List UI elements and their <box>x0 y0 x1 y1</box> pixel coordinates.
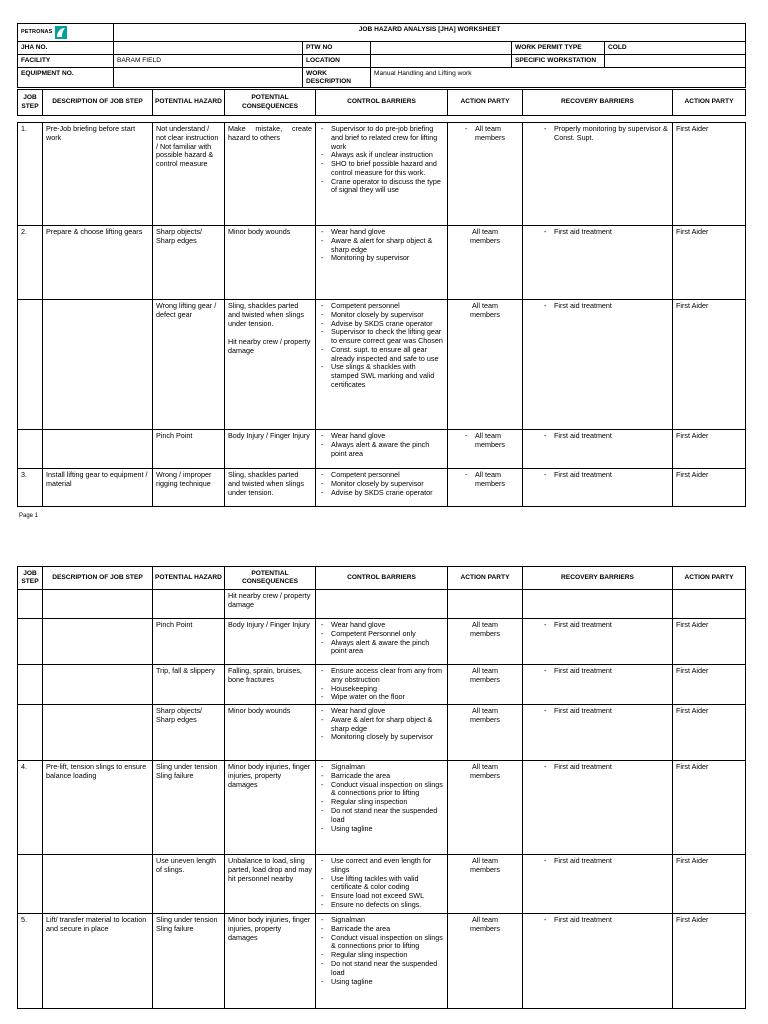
recovery-barriers-cell <box>523 619 673 665</box>
control-barrier-item: - Competent personnel <box>319 302 444 311</box>
recovery-barriers-list <box>526 228 669 237</box>
control-barriers-list <box>319 707 444 742</box>
recovery-barriers-list <box>526 707 669 716</box>
col-job-step: JOB STEP <box>18 567 43 590</box>
cell-text: Minor body injuries, finger injuries, property damages <box>228 762 311 789</box>
cell-text: Minor body injuries, finger injuries, property damages <box>228 915 311 942</box>
control-barriers-list <box>319 471 444 497</box>
recovery-barriers-cell <box>523 705 673 761</box>
recovery-barrier-item: - First aid treatment <box>542 302 669 311</box>
recovery-barriers-list <box>526 621 669 630</box>
cell-text: Wrong lifting gear / defect gear <box>156 301 217 319</box>
logo-cell <box>18 24 114 42</box>
consequence-cell <box>225 855 316 914</box>
job-step-cell <box>18 430 43 469</box>
action-party-cell: All team members <box>448 761 523 855</box>
hazard-cell <box>153 590 225 619</box>
cell-text: Pinch Point <box>156 620 193 629</box>
cell-text: Sling failure <box>156 770 194 780</box>
control-barrier-item: - Const. supt. to ensure all gear already inspected and safe to use <box>319 346 444 364</box>
job-step-cell <box>18 590 43 619</box>
consequence-cell <box>225 430 316 469</box>
col-action-party-2: ACTION PARTY <box>673 90 746 116</box>
control-barrier-item: - Wear hand glove <box>319 432 444 441</box>
control-barrier-item: - Always alert & aware the pinch point area <box>319 639 444 657</box>
action-party-cell: All team members <box>448 226 523 300</box>
job-step-cell: 1. <box>18 123 43 226</box>
recovery-barriers-cell <box>523 761 673 855</box>
facility-value: BARAM FIELD <box>114 55 303 68</box>
control-barriers-list <box>319 432 444 458</box>
recovery-barriers-cell <box>523 665 673 705</box>
jha-table-page-2 <box>17 566 746 1009</box>
control-barriers-cell <box>316 705 448 761</box>
ptw-no-value <box>371 42 512 55</box>
description-cell <box>43 619 153 665</box>
cell-text: Sling, shackles parted and twisted when slings under tension. <box>228 470 304 497</box>
action-party-text: - All team members <box>463 432 519 450</box>
cell-text: Body Injury / Finger Injury <box>228 620 310 629</box>
consequence-cell <box>225 300 316 430</box>
cell-text: Sling, shackles parted and twisted when slings under tension. <box>228 301 304 328</box>
consequence-cell <box>225 123 316 226</box>
recovery-barrier-item: - First aid treatment <box>542 432 669 441</box>
action-party-2-cell: First Aider <box>673 619 746 665</box>
description-cell <box>43 590 153 619</box>
page-number: Page 1 <box>19 513 39 519</box>
recovery-barriers-cell <box>523 123 673 226</box>
job-step-cell <box>18 705 43 761</box>
col-description: DESCRIPTION OF JOB STEP <box>43 90 153 116</box>
cell-text: Sling failure <box>156 923 194 933</box>
hazard-cell <box>153 705 225 761</box>
recovery-barrier-item: - First aid treatment <box>542 667 669 676</box>
action-party-cell <box>448 590 523 619</box>
work-description-value: Manual Handling and Lifting work <box>371 68 746 88</box>
control-barrier-item: - Barricade the area <box>319 772 444 781</box>
col-description: DESCRIPTION OF JOB STEP <box>43 567 153 590</box>
cell-text: Minor body wounds <box>228 706 291 716</box>
action-party-cell: All team members <box>448 855 523 914</box>
recovery-barrier-item: - First aid treatment <box>542 621 669 630</box>
job-step-cell <box>18 619 43 665</box>
control-barriers-list <box>319 667 444 702</box>
action-party-cell: All team members <box>448 619 523 665</box>
table-row <box>18 226 746 300</box>
control-barrier-item: - Advise by SKDS crane operator <box>319 489 444 498</box>
specific-workstation-value <box>605 55 746 68</box>
action-party-2-cell: First Aider <box>673 705 746 761</box>
action-party-cell: All team members <box>448 665 523 705</box>
recovery-barriers-cell <box>523 226 673 300</box>
control-barrier-item: - Use slings & shackles with stamped SWL marking and valid certificates <box>319 363 444 389</box>
description-cell <box>43 705 153 761</box>
action-party-text: - All team members <box>463 125 519 143</box>
recovery-barriers-list <box>526 302 669 311</box>
control-barrier-item: - Supervisor to do pre-job briefing and brief to related crew for lifting work <box>319 125 444 151</box>
hazard-cell <box>153 855 225 914</box>
control-barrier-item: - Competent Personnel only <box>319 630 444 639</box>
control-barrier-item: - Monitor closely by supervisor <box>319 311 444 320</box>
description-cell: Pre-Job briefing before start work <box>43 123 153 226</box>
col-action-party-2: ACTION PARTY <box>673 567 746 590</box>
consequence-cell <box>225 914 316 1009</box>
control-barrier-item: - Housekeeping <box>319 685 444 694</box>
table-row <box>18 665 746 705</box>
col-potential-hazard: POTENTIAL HAZARD <box>153 90 225 116</box>
jha-no-value <box>114 42 303 55</box>
col-potential-consequences: POTENTIAL CONSEQUENCES <box>225 567 316 590</box>
control-barriers-list <box>319 916 444 986</box>
consequence-cell <box>225 619 316 665</box>
job-step-cell <box>18 300 43 430</box>
control-barrier-item: - Regular sling inspection <box>319 798 444 807</box>
description-cell: Install lifting gear to equipment / material <box>43 469 153 507</box>
control-barrier-item: - Aware & alert for sharp object & sharp edge <box>319 237 444 255</box>
action-party-2-cell: First Aider <box>673 914 746 1009</box>
cell-text: Falling, sprain, bruises, bone fractures <box>228 666 302 684</box>
col-action-party: ACTION PARTY <box>448 567 523 590</box>
description-cell: Prepare & choose lifting gears <box>43 226 153 300</box>
table-row <box>18 123 746 226</box>
action-party-cell <box>448 430 523 469</box>
control-barrier-item: - Always alert & aware the pinch point area <box>319 441 444 459</box>
control-barrier-item: - Ensure no defects on slings. <box>319 901 444 910</box>
control-barriers-list <box>319 621 444 656</box>
control-barriers-cell <box>316 761 448 855</box>
cell-text: Make mistake, create hazard to others <box>228 124 312 142</box>
specific-workstation-label: SPECIFIC WORKSTATION <box>512 55 605 68</box>
control-barrier-item: - Aware & alert for sharp object & sharp edge <box>319 716 444 734</box>
work-permit-type-label: WORK PERMIT TYPE <box>512 42 605 55</box>
cell-text: Sharp objects/ Sharp edges <box>156 227 202 245</box>
recovery-barriers-list <box>526 471 669 480</box>
petronas-logo-icon <box>55 26 67 39</box>
control-barrier-item: - Signalman <box>319 763 444 772</box>
col-potential-hazard: POTENTIAL HAZARD <box>153 567 225 590</box>
action-party-cell <box>448 469 523 507</box>
control-barrier-item: - Monitor closely by supervisor <box>319 480 444 489</box>
facility-label: FACILITY <box>18 55 114 68</box>
recovery-barriers-cell <box>523 469 673 507</box>
recovery-barrier-item: - Properly monitoring by supervisor & Const. Supt. <box>542 125 669 143</box>
jha-header-table <box>17 23 746 88</box>
cell-text: Hit nearby crew / property damage <box>228 591 311 609</box>
recovery-barriers-cell <box>523 914 673 1009</box>
job-step-cell: 3. <box>18 469 43 507</box>
description-cell: Pre-lift, tension slings to ensure balance loading <box>43 761 153 855</box>
control-barrier-item: - Use lifting tackles with valid certificate & color coding <box>319 875 444 893</box>
col-recovery-barriers: RECOVERY BARRIERS <box>523 90 673 116</box>
table-row <box>18 619 746 665</box>
control-barrier-item: - Always ask if unclear instruction <box>319 151 444 160</box>
control-barrier-item: - Wear hand glove <box>319 228 444 237</box>
control-barriers-cell <box>316 430 448 469</box>
location-label: LOCATION <box>303 55 371 68</box>
col-control-barriers: CONTROL BARRIERS <box>316 567 448 590</box>
action-party-2-cell: First Aider <box>673 300 746 430</box>
description-cell <box>43 430 153 469</box>
job-step-cell: 5. <box>18 914 43 1009</box>
petronas-logo <box>21 26 110 39</box>
control-barriers-list <box>319 857 444 910</box>
table-row <box>18 855 746 914</box>
control-barrier-item: - Wear hand glove <box>319 707 444 716</box>
control-barrier-item: - Do not stand near the suspended load <box>319 807 444 825</box>
recovery-barriers-cell <box>523 855 673 914</box>
table-row <box>18 469 746 507</box>
recovery-barriers-list <box>526 667 669 676</box>
spacer-row <box>18 116 746 123</box>
hazard-cell <box>153 665 225 705</box>
cell-text: Wrong / improper rigging technique <box>156 470 212 488</box>
action-party-2-cell: First Aider <box>673 226 746 300</box>
action-party-cell: All team members <box>448 705 523 761</box>
hazard-cell <box>153 300 225 430</box>
control-barriers-cell <box>316 226 448 300</box>
consequence-cell <box>225 665 316 705</box>
control-barrier-item: - Do not stand near the suspended load <box>319 960 444 978</box>
description-cell <box>43 300 153 430</box>
action-party-2-cell: First Aider <box>673 430 746 469</box>
hazard-cell <box>153 914 225 1009</box>
recovery-barriers-list <box>526 916 669 925</box>
cell-text: Body Injury / Finger Injury <box>228 431 310 440</box>
hazard-cell <box>153 430 225 469</box>
control-barrier-item: - Regular sling inspection <box>319 951 444 960</box>
recovery-barriers-list <box>526 857 669 866</box>
control-barrier-item: - Conduct visual inspection on slings & connections prior to lifting <box>319 781 444 799</box>
action-party-2-cell <box>673 590 746 619</box>
col-job-step: JOB STEP <box>18 90 43 116</box>
cell-text: Sling under tension <box>156 915 218 925</box>
equipment-no-value <box>114 68 303 88</box>
job-step-cell <box>18 855 43 914</box>
control-barriers-list <box>319 125 444 195</box>
control-barrier-item: - Monitoring closely by supervisor <box>319 733 444 742</box>
consequence-cell <box>225 705 316 761</box>
control-barrier-item: - Using tagline <box>319 825 444 834</box>
action-party-2-cell: First Aider <box>673 123 746 226</box>
location-value <box>371 55 512 68</box>
recovery-barriers-list <box>526 432 669 441</box>
jha-no-label: JHA NO. <box>18 42 114 55</box>
control-barrier-item: - Competent personnel <box>319 471 444 480</box>
col-control-barriers: CONTROL BARRIERS <box>316 90 448 116</box>
cell-text: Not understand / not clear instruction / Not familiar with possible hazard & control measure <box>156 124 219 169</box>
recovery-barriers-cell <box>523 300 673 430</box>
page-1-rows <box>18 123 746 507</box>
action-party-list <box>451 125 519 143</box>
table-row <box>18 590 746 619</box>
cell-text: Hit nearby crew / property damage <box>228 337 311 356</box>
worksheet-title: JOB HAZARD ANALYSIS [JHA] WORKSHEET <box>114 24 746 42</box>
cell-text: Use uneven length of slings. <box>156 856 216 874</box>
ptw-no-label: PTW NO <box>303 42 371 55</box>
action-party-2-cell: First Aider <box>673 761 746 855</box>
table-row <box>18 705 746 761</box>
job-step-cell: 2. <box>18 226 43 300</box>
description-cell <box>43 855 153 914</box>
action-party-text: - All team members <box>463 471 519 489</box>
control-barrier-item: - Use correct and even length for slings <box>319 857 444 875</box>
control-barriers-cell <box>316 665 448 705</box>
job-step-cell <box>18 665 43 705</box>
consequence-cell <box>225 469 316 507</box>
col-potential-consequences: POTENTIAL CONSEQUENCES <box>225 90 316 116</box>
job-step-cell: 4. <box>18 761 43 855</box>
consequence-cell <box>225 761 316 855</box>
table-row <box>18 300 746 430</box>
action-party-list <box>451 432 519 450</box>
cell-text: Pinch Point <box>156 431 193 440</box>
recovery-barrier-item: - First aid treatment <box>542 228 669 237</box>
control-barriers-cell <box>316 123 448 226</box>
recovery-barrier-item: - First aid treatment <box>542 763 669 772</box>
table-row <box>18 761 746 855</box>
control-barrier-item: - Supervisor to check the lifting gear to ensure correct gear was Chosen <box>319 328 444 346</box>
hazard-cell <box>153 226 225 300</box>
cell-text: Sharp objects/ Sharp edges <box>156 706 202 724</box>
control-barrier-item: - Monitoring by supervisor <box>319 254 444 263</box>
hazard-cell <box>153 469 225 507</box>
control-barriers-list <box>319 763 444 833</box>
control-barriers-cell <box>316 590 448 619</box>
work-description-label: WORK DESCRIPTION <box>303 68 371 88</box>
table-row <box>18 914 746 1009</box>
action-party-cell: All team members <box>448 914 523 1009</box>
consequence-cell <box>225 590 316 619</box>
control-barrier-item: - SHO to brief possible hazard and control measure for this work. <box>319 160 444 178</box>
control-barrier-item: - Conduct visual inspection on slings & connections prior to lifting <box>319 934 444 952</box>
recovery-barriers-list <box>526 125 669 143</box>
control-barriers-cell <box>316 469 448 507</box>
cell-text: Minor body wounds <box>228 227 291 236</box>
description-cell <box>43 665 153 705</box>
action-party-2-cell: First Aider <box>673 469 746 507</box>
control-barrier-item: - Advise by SKDS crane operator <box>319 320 444 329</box>
control-barrier-item: - Wipe water on the floor <box>319 693 444 702</box>
recovery-barrier-item: - First aid treatment <box>542 471 669 480</box>
control-barriers-list <box>319 228 444 263</box>
control-barrier-item: - Using tagline <box>319 978 444 987</box>
recovery-barrier-item: - First aid treatment <box>542 707 669 716</box>
action-party-2-cell: First Aider <box>673 855 746 914</box>
equipment-no-label: EQUIPMENT NO. <box>18 68 114 88</box>
cell-text: Trip, fall & slippery <box>156 666 215 675</box>
consequence-cell <box>225 226 316 300</box>
cell-text: Unbalance to load, sling parted, load drop and may hit personnel nearby <box>228 856 312 883</box>
control-barrier-item: - Wear hand glove <box>319 621 444 630</box>
page-2-rows <box>18 590 746 1009</box>
control-barrier-item: - Ensure access clear from any from any obstruction <box>319 667 444 685</box>
control-barriers-cell <box>316 914 448 1009</box>
control-barriers-cell <box>316 300 448 430</box>
action-party-cell <box>448 123 523 226</box>
control-barriers-list <box>319 302 444 390</box>
action-party-cell: All team members <box>448 300 523 430</box>
action-party-list <box>451 471 519 489</box>
recovery-barriers-cell <box>523 430 673 469</box>
logo-text: PETRONAS <box>21 29 53 36</box>
col-action-party: ACTION PARTY <box>448 90 523 116</box>
hazard-cell <box>153 761 225 855</box>
recovery-barriers-cell <box>523 590 673 619</box>
hazard-cell <box>153 123 225 226</box>
work-permit-type-value: COLD <box>605 42 746 55</box>
cell-text: Sling under tension <box>156 762 218 772</box>
control-barriers-cell <box>316 619 448 665</box>
description-cell: Lift/ transfer material to location and secure in place <box>43 914 153 1009</box>
control-barrier-item: - Ensure load not exceed SWL <box>319 892 444 901</box>
action-party-2-cell: First Aider <box>673 665 746 705</box>
control-barrier-item: - Crane operator to discuss the type of signal they will use <box>319 178 444 196</box>
recovery-barrier-item: - First aid treatment <box>542 857 669 866</box>
control-barriers-cell <box>316 855 448 914</box>
control-barrier-item: - Signalman <box>319 916 444 925</box>
col-recovery-barriers: RECOVERY BARRIERS <box>523 567 673 590</box>
recovery-barriers-list <box>526 763 669 772</box>
recovery-barrier-item: - First aid treatment <box>542 916 669 925</box>
hazard-cell <box>153 619 225 665</box>
control-barrier-item: - Barricade the area <box>319 925 444 934</box>
jha-table-page-1 <box>17 89 746 507</box>
table-row <box>18 430 746 469</box>
